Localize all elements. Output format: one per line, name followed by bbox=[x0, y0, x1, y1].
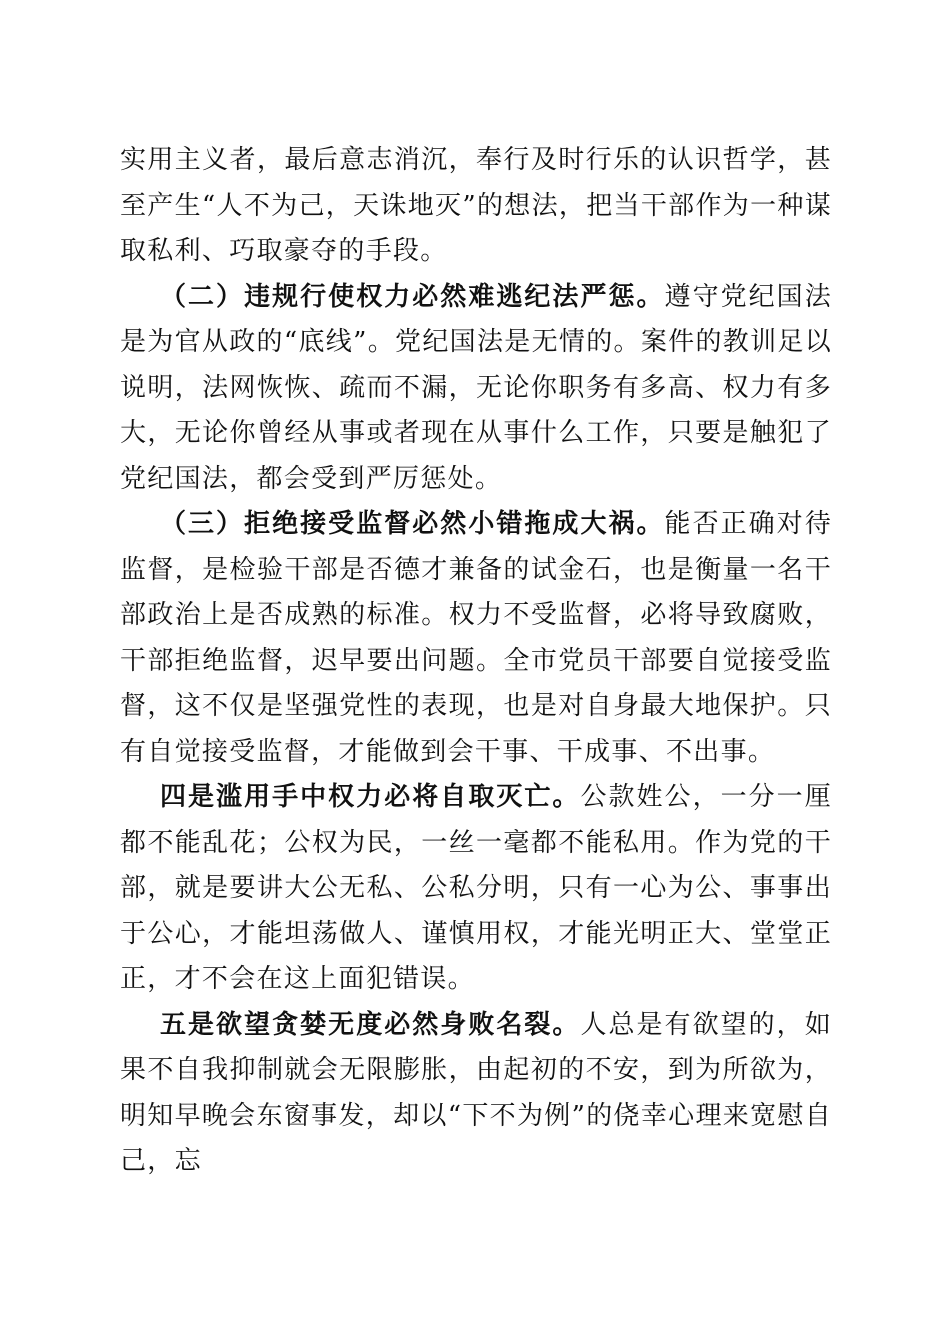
paragraph-point-four bbox=[120, 775, 832, 1003]
paragraph-3-heading: （三）拒绝接受监督必然小错拖成大祸。 bbox=[160, 509, 665, 539]
paragraph-1-text: 实用主义者，最后意志消沉，奉行及时行乐的认识哲学，甚至产生“人不为己，天诛地灭”的想法，把当干部作为一种谋取私利、巧取豪夺的手段。 bbox=[120, 145, 832, 266]
paragraph-4-text: 公款姓公，一分一厘都不能乱花；公权为民，一丝一毫都不能私用。作为党的干部，就是要讲大公无私、公私分明，只有一心为公、事事出于公心，才能坦荡做人、谨慎用权，才能光明正大、堂堂正正，才不会在这上面犯错误。 bbox=[120, 782, 832, 994]
paragraph-section-two bbox=[120, 275, 832, 503]
paragraph-2-text: 遵守党纪国法是为官从政的“底线”。党纪国法是无情的。案件的教训足以说明，法网恢恢、疏而不漏，无论你职务有多高、权力有多大，无论你曾经从事或者现在从事什么工作，只要是触犯了党纪国法，都会受到严厉惩处。 bbox=[120, 281, 832, 494]
paragraph-2-heading: （二）违规行使权力必然难逃纪法严惩。 bbox=[160, 281, 665, 312]
paragraph-5-text: 人总是有欲望的，如果不自我抑制就会无限膨胀，由起初的不安，到为所欲为，明知早晚会东窗事发，却以“下不为例”的侥幸心理来宽慰自己，忘 bbox=[120, 1009, 832, 1176]
paragraph-5-heading: 五是欲望贪婪无度必然身败名裂。 bbox=[160, 1009, 581, 1040]
paragraph-3-text: 能否正确对待监督，是检验干部是否德才兼备的试金石，也是衡量一名干部政治上是否成熟的标准。权力不受监督，必将导致腐败，干部拒绝监督，迟早要出问题。全市党员干部要自觉接受监督，这不仅是坚强党性的表现，也是对自身最大地保护。只有自觉接受监督，才能做到会干事、干成事、不出事。 bbox=[120, 509, 832, 767]
document-body bbox=[120, 138, 832, 1185]
paragraph-section-three bbox=[120, 502, 832, 775]
paragraph-point-five bbox=[120, 1003, 832, 1185]
paragraph-4-heading: 四是滥用手中权力必将自取灭亡。 bbox=[160, 782, 581, 812]
paragraph-continuation bbox=[120, 138, 832, 275]
